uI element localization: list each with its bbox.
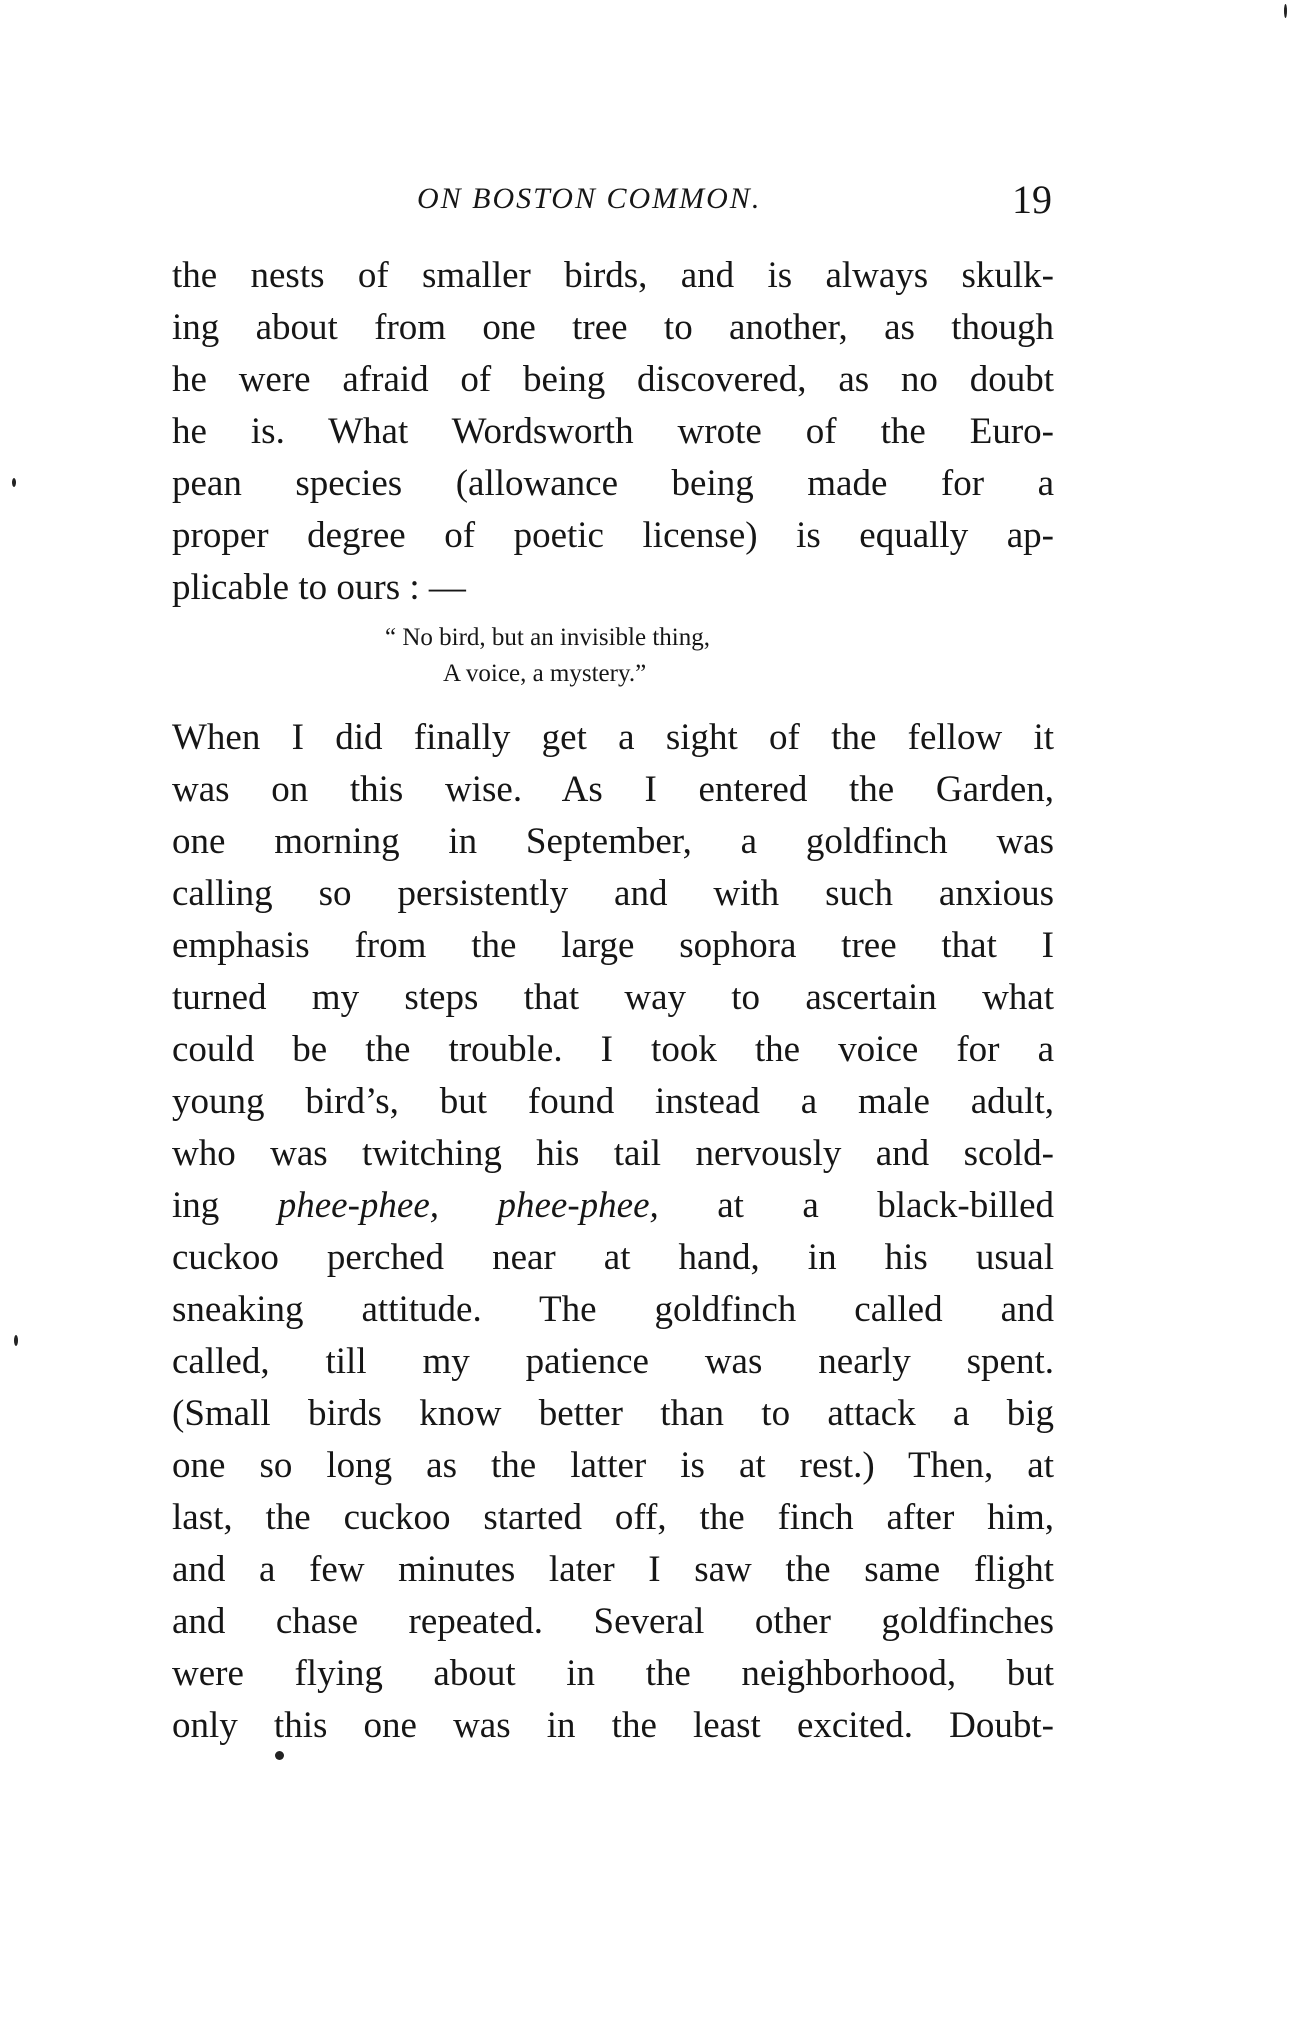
wordsworth-quotation [385,620,710,692]
text-line: one morning in September, a goldfinch was [172,821,1054,862]
text-line: calling so persistently and with such anxious [172,873,1054,914]
text-line: and a few minutes later I saw the same flight [172,1549,1054,1590]
line-space [439,1185,497,1226]
text-line: plicable to ours : — [172,567,466,608]
text-line: pean species (allowance being made for a [172,463,1054,504]
paragraph-1 [172,250,1054,614]
text-line: who was twitching his tail nervously and scold- [172,1133,1054,1174]
text-line: called, till my patience was nearly spent. [172,1341,1054,1382]
text-line: he is. What Wordsworth wrote of the Euro- [172,411,1054,452]
text-line: When I did finally get a sight of the fellow it [172,717,1054,758]
text-line-with-bird-call [172,1180,1054,1232]
text-line: emphasis from the large sophora tree that I [172,925,1054,966]
line-start: ing [172,1185,278,1226]
paragraph-2 [172,712,1054,1752]
running-title: ON BOSTON COMMON. [417,182,762,215]
ink-speck [14,1335,18,1346]
text-line: one so long as the latter is at rest.) Then, at [172,1445,1054,1486]
ink-speck [1284,4,1287,18]
quotation-line: “ No bird, but an invisible thing, [385,624,710,651]
text-line: cuckoo perched near at hand, in his usual [172,1237,1054,1278]
text-line: were flying about in the neighborhood, but [172,1653,1054,1694]
text-line: turned my steps that way to ascertain what [172,977,1054,1018]
running-head [172,176,1054,236]
ink-speck [275,1751,284,1760]
text-line: the nests of smaller birds, and is always skulk- [172,255,1054,296]
text-line: was on this wise. As I entered the Garden, [172,769,1054,810]
text-line: and chase repeated. Several other goldfinches [172,1601,1054,1642]
text-line: (Small birds know better than to attack a big [172,1393,1054,1434]
ink-speck [12,478,16,487]
bird-call-italic: phee-phee, [497,1185,659,1226]
text-line: sneaking attitude. The goldfinch called and [172,1289,1054,1330]
text-line: last, the cuckoo started off, the finch after him, [172,1497,1054,1538]
line-end: at a black-billed [658,1185,1054,1226]
bird-call-italic: phee-phee, [277,1185,440,1226]
text-line: proper degree of poetic license) is equally ap- [172,515,1054,556]
quotation-line: A voice, a mystery.” [443,660,647,687]
text-line: he were afraid of being discovered, as no doubt [172,359,1054,400]
page-number: 19 [1012,177,1052,222]
text-line: young bird’s, but found instead a male adult, [172,1081,1054,1122]
text-line: ing about from one tree to another, as though [172,307,1054,348]
text-line: could be the trouble. I took the voice for a [172,1029,1054,1070]
text-line: only this one was in the least excited. Doubt- [172,1705,1054,1746]
